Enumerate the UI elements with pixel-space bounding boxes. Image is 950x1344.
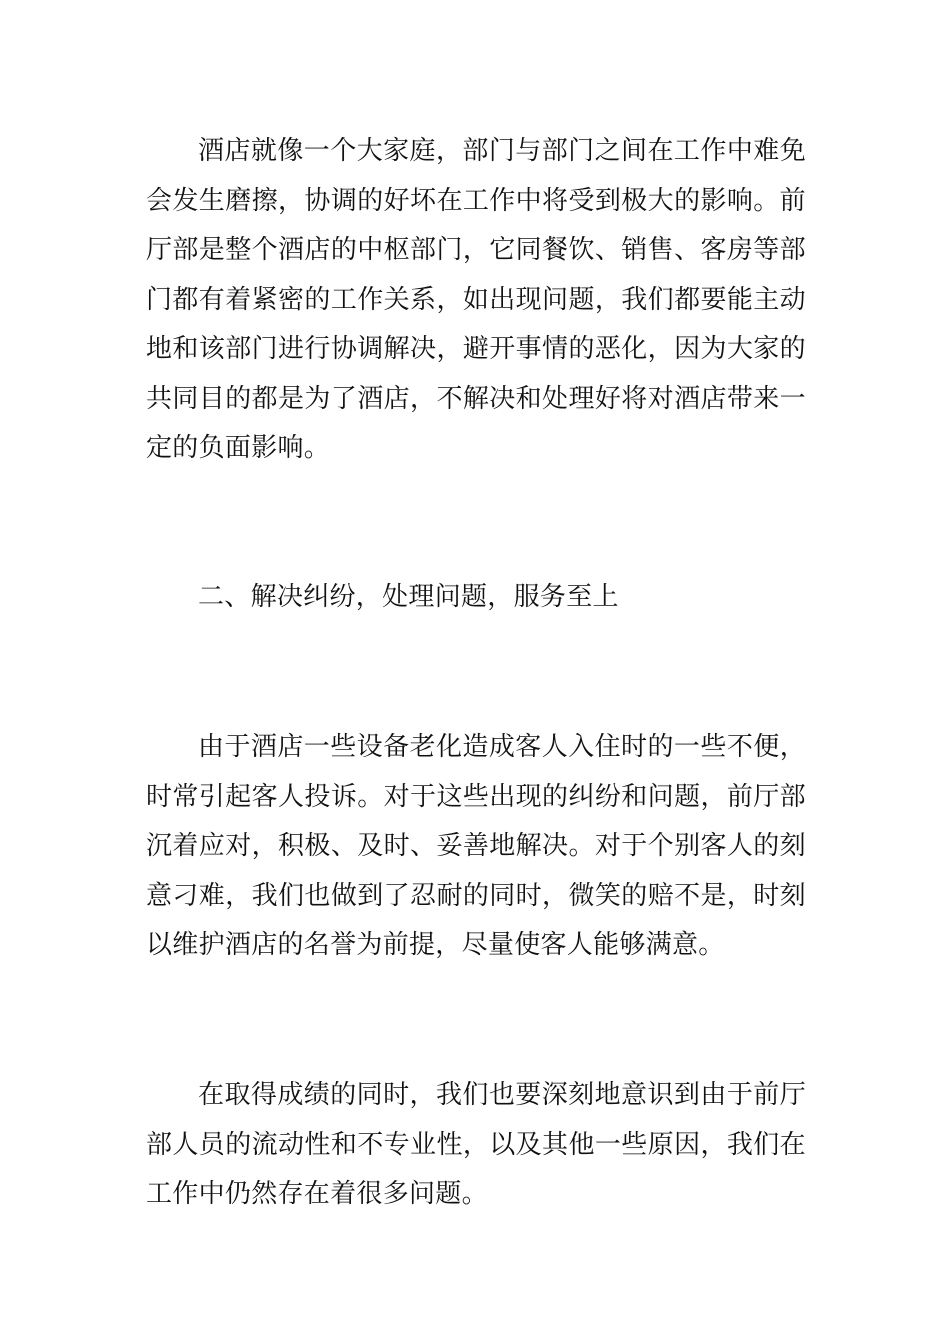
paragraph-text: 由于酒店一些设备老化造成客人入住时的一些不便，时常引起客人投诉。对于这些出现的纠纷和问题，前厅部沉着应对，积极、及时、妥善地解决。对于个别客人的刻意刁难，我们也做到了忍耐的同时，微笑的赔不是，时刻以维护酒店的名誉为前提，尽量使客人能够满意。 [146, 732, 806, 960]
paragraph-disputes [146, 723, 806, 971]
paragraph-problems [146, 1071, 806, 1220]
paragraph-text: 酒店就像一个大家庭，部门与部门之间在工作中难免会发生磨擦，协调的好坏在工作中将受到极大的影响。前厅部是整个酒店的中枢部门，它同餐饮、销售、客房等部门都有着紧密的工作关系，如出现问题，我们都要能主动地和该部门进行协调解决，避开事情的恶化，因为大家的共同目的都是为了酒店，不解决和处理好将对酒店带来一定的负面影响。 [146, 136, 806, 463]
section-heading-text: 二、解决纠纷，处理问题，服务至上 [198, 582, 619, 612]
paragraph-coordination [146, 127, 806, 474]
paragraph-text: 在取得成绩的同时，我们也要深刻地意识到由于前厅部人员的流动性和不专业性，以及其他一些原因，我们在工作中仍然存在着很多问题。 [146, 1080, 806, 1209]
section-heading [146, 573, 806, 623]
